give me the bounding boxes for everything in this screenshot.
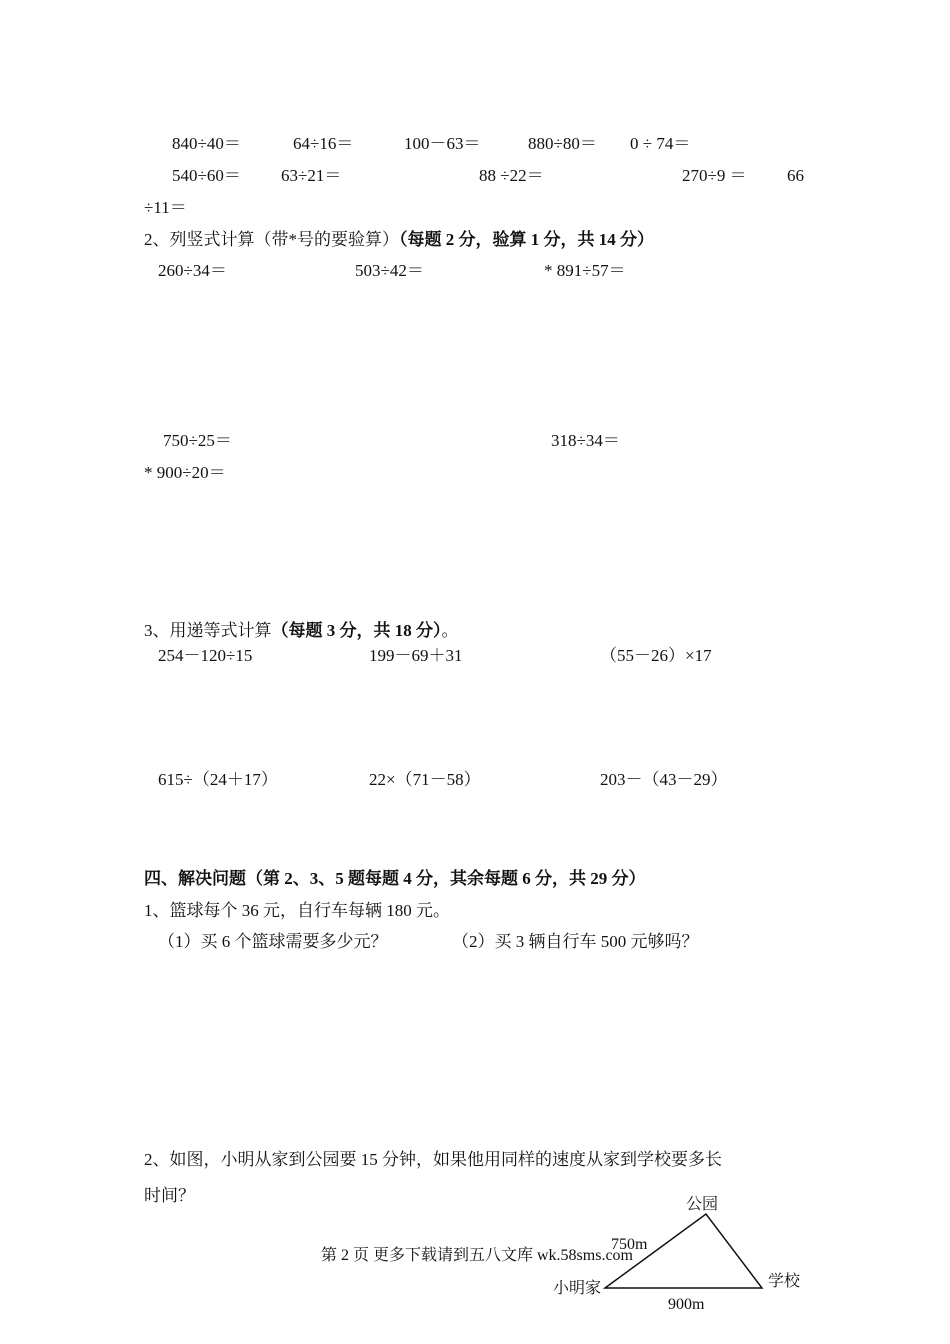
- label-home-school-distance: 900m: [668, 1296, 705, 1313]
- oral-calc-item: 0 ÷ 74＝: [630, 134, 691, 153]
- step-calc-item: 254－120÷15: [158, 646, 253, 665]
- question1-sub1: （1）买 6 个篮球需要多少元？: [158, 932, 388, 951]
- question1-sub2: （2）买 3 辆自行车 500 元够吗？: [452, 932, 699, 951]
- section2-score: （每题 2 分，验算 1 分，共 14 分）: [399, 230, 654, 249]
- label-park: 公园: [686, 1196, 719, 1213]
- oral-calc-item: 270÷9 ＝: [682, 166, 747, 185]
- section3-end: 。: [441, 621, 459, 640]
- step-calc-item: 22×（71－58）: [369, 770, 481, 789]
- step-calc-item: 199－69＋31: [369, 646, 463, 665]
- oral-calc-item: 66: [787, 166, 804, 185]
- oral-calc-item: 64÷16＝: [293, 134, 354, 153]
- vertical-calc-item: 503÷42＝: [355, 261, 424, 280]
- page-footer: 第 2 页 更多下载请到五八文库 wk.58sms.com: [321, 1247, 634, 1264]
- section2-title: 2、列竖式计算（带*号的要验算）: [144, 230, 399, 249]
- oral-calc-item: 880÷80＝: [528, 134, 597, 153]
- section4-title: 四、解决问题（第 2、3、5 题每题 4 分，其余每题 6 分，共 29 分）: [144, 869, 646, 888]
- oral-calc-item: 840÷40＝: [172, 134, 241, 153]
- vertical-calc-item: * 891÷57＝: [544, 261, 626, 280]
- oral-calc-item: 540÷60＝: [172, 166, 241, 185]
- step-calc-item: 203－（43－29）: [600, 770, 728, 789]
- step-calc-item: 615÷（24＋17）: [158, 770, 278, 789]
- vertical-calc-item: 318÷34＝: [551, 431, 620, 450]
- vertical-calc-item: * 900÷20＝: [144, 463, 226, 482]
- oral-calc-item: ÷11＝: [144, 198, 187, 217]
- oral-calc-item: 63÷21＝: [281, 166, 342, 185]
- label-home-park-distance: 750m: [611, 1236, 648, 1253]
- vertical-calc-item: 260÷34＝: [158, 261, 227, 280]
- oral-calc-item: 88 ÷22＝: [479, 166, 544, 185]
- step-calc-item: （55－26）×17: [600, 646, 712, 665]
- vertical-calc-item: 750÷25＝: [163, 431, 232, 450]
- section3-score: （每题 3 分，共 18 分）: [271, 621, 442, 640]
- section3-title: 3、用递等式计算: [144, 621, 272, 640]
- label-school: 学校: [768, 1273, 801, 1290]
- oral-calc-item: 100－63＝: [404, 134, 481, 153]
- question2-line1: 2、如图，小明从家到公园要 15 分钟，如果他用同样的速度从家到学校要多长: [144, 1150, 722, 1169]
- label-home: 小明家: [553, 1280, 602, 1297]
- question1-text: 1、篮球每个 36 元，自行车每辆 180 元。: [144, 901, 450, 920]
- question2-line2: 时间？: [144, 1186, 195, 1205]
